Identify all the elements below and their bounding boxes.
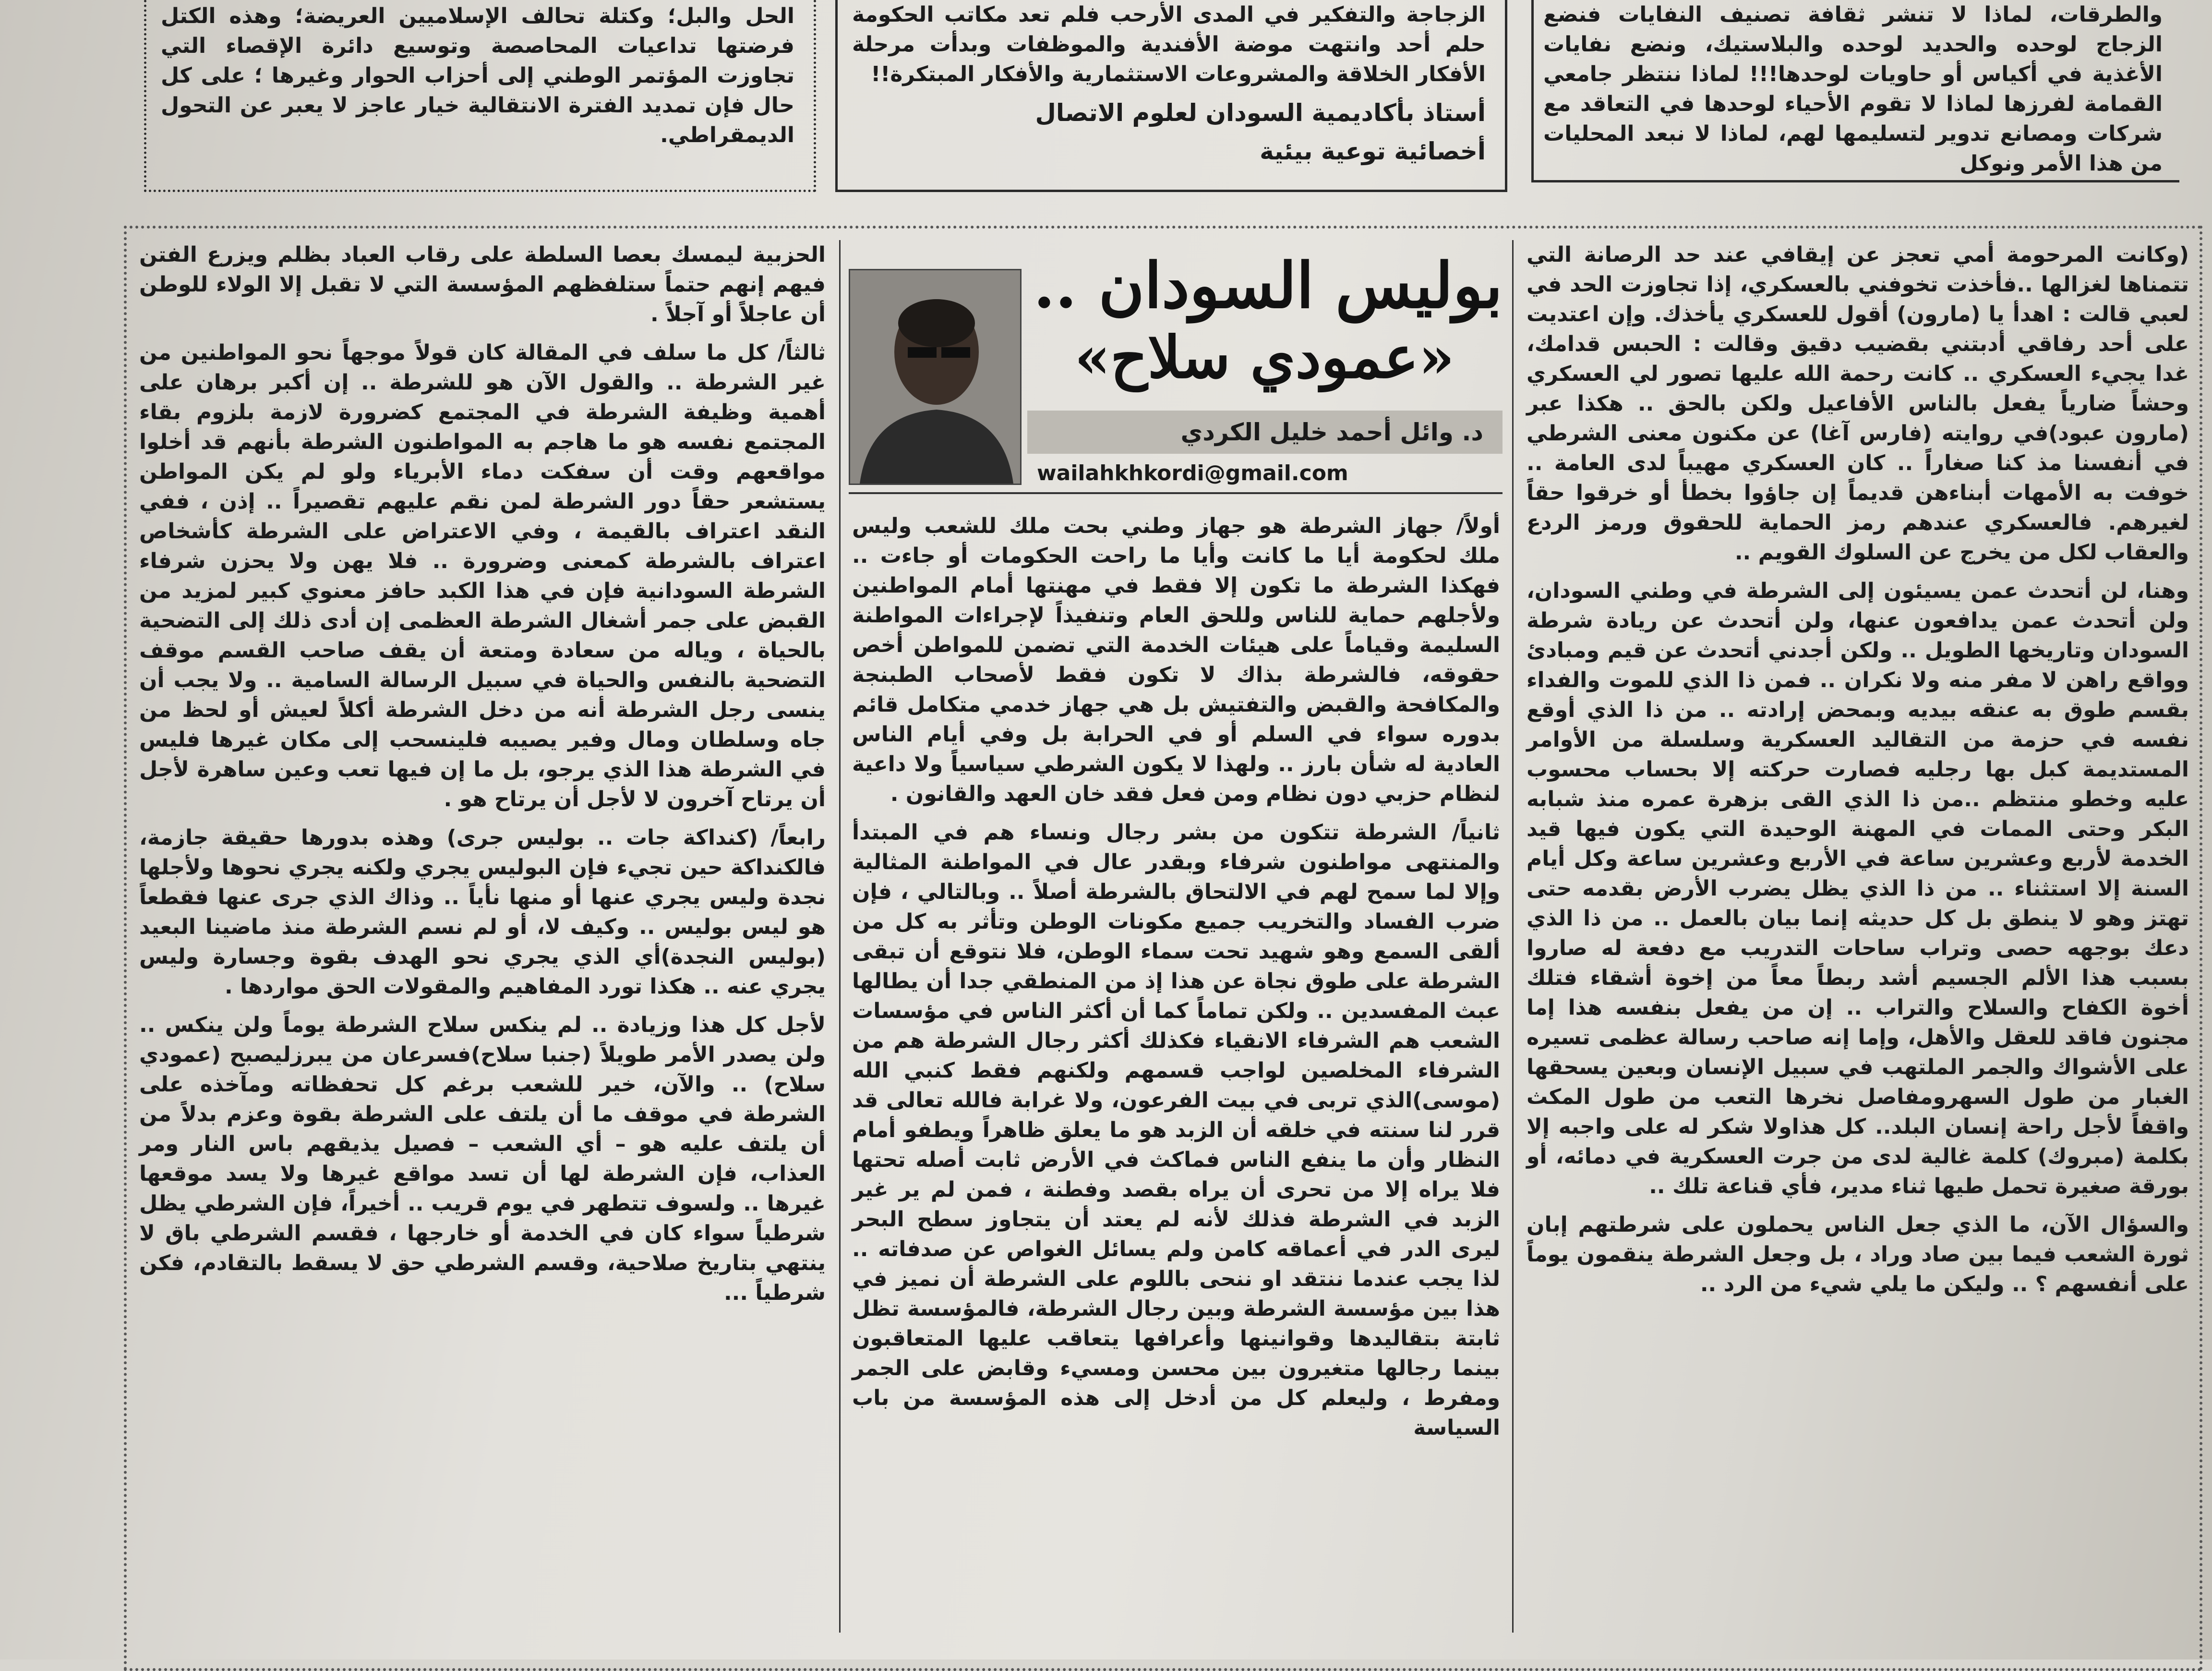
title-underline bbox=[849, 492, 1503, 494]
article-title-line1: بوليس السودان .. bbox=[1033, 249, 1503, 322]
author-photo bbox=[849, 269, 1022, 485]
top-right-paragraph: والطرقات، لماذا لا تنشر ثقافة تصنيف النفايات فنضع الزجاج لوحده والحديد لوحده والبلاستيك، ونضع نفايات الأغذية في أكياس أو حاويات لوحدها!!! لماذا ننتظر جامعي القمامة لفرزها لماذا لا تقوم الأحياء لوحدها في التعاقد مع شركات ومصانع تدوير لتسليمها لهم، لماذا لا نبعد المحليات من هذا الأمر ونوكل bbox=[1543, 2, 2163, 176]
author-email[interactable]: wailahkhkordi@gmail.com bbox=[1037, 461, 1348, 485]
right-paragraph-2: وهنا، لن أتحدث عمن يسيئون إلى الشرطة في وطني السودان، ولن أتحدث عمن يدافعون عنها، ولن أتحدث عن ريادة شرطة السودان وتاريخها الطويل .. ولكن أجدني أتحدث عن قيم ومبادئ وواقع راهن لا مفر منه ولا نكران .. فمن ذا الذي للموت والفداء بقسم طوق به عنقه بيديه وبمحض إرادته .. من ذا الذي أوقع نفسه في حزمة من التقاليد العسكرية وسلسلة من الأوامر المستديمة كبل بها رجليه فصارت حركته إلا بحساب محسوب عليه وخطو منتظم ..من ذا الذي القى بزهرة عمره منذ شبابه البكر وحتى الممات في المهنة الوحيدة التي يكون فيها قيد الخدمة لأربع وعشرين ساعة في الأربع وعشرين ساعة وكل أيام السنة إلا استثناء .. من ذا الذي يظل يضرب الأرض بقدمه حتى تهتز وهو لا ينطق بل كل حديثه إنما بيان بالعمل .. من ذا الذي دعك بوجهه حصى وتراب ساحات التدريب مع دفعة له صاروا بسبب هذا الألم الجسيم أشد ربطاً معاً من إخوة أشقاء فتلك أخوة الكفاح والسلاح والتراب .. إن من يفعل بنفسه هذا إما مجنون فاقد للعقل والأهل، وإما إنه صاحب رسالة عظمى تسيره على الأشواك والجمر الملتهب في سبيل الإنسان وبعين يسحقها الغبار من طول السهرومفاصل نخرها التعب من طول المكث واقفاً لأجل راحة إنسان البلد.. كل هذاولا شكر له على واجبه إلا بكلمة (مبروك) كلمة غالية لدى من جرت العسكرية في دمائه، أو بورقة صغيرة تحمل طيها ثناء مدير، فأي قناعة تلك .. bbox=[1527, 579, 2189, 1199]
left-paragraph-2: ثالثاً/ كل ما سلف في المقالة كان قولاً موجهاً نحو المواطنين من غير الشرطة .. والقول الآن هو للشرطة .. إن أكبر برهان على أهمية وظيفة الشرطة في المجتمع كضرورة لازمة بلزوم بقاء المجتمع نفسه هو ما هاجم به المواطنون الشرطة بأنهم قد أخلوا مواقعهم وقت أن سفكت دماء الأبرياء ولو لم يكن المواطن يستشعر حقاً دور الشرطة لمن نقم عليهم تقصيراً .. إذن ، ففي النقد اعتراف بالقيمة ، وفي الاعتراض على الشرطة كأشخاص اعتراف بالشرطة كمعنى وضرورة .. فلا يهن ولا يحزن شرفاء الشرطة السودانية فإن في هذا الكبد حافز معنوي كبير لمزيد من القبض على جمر أشغال الشرطة العظمى إن أدى ذلك إلى التضحية بالحياة ، وياله من سعادة ومتعة أن يقف صاحب القسم موقف التضحية بالنفس والحياة في سبيل الرسالة السامية .. ولا يجب أن ينسى رجل الشرطة أنه من دخل الشرطة أكلاً لعيش أو لحظ من جاه وسلطان ومال وفير يصيبه فلينسحب إلى مكان غيرها فليس في الشرطة هذا الذي يرجو، بل ما إن فيها تعب وعين ساهرة لأجل أن يرتاح آخرون لا لأجل أن يرتاح هو . bbox=[139, 340, 826, 811]
top-middle-box bbox=[835, 0, 1507, 192]
author-byline: د. وائل أحمد خليل الكردي bbox=[1027, 411, 1503, 454]
top-middle-signature-2: أخصائية توعية بيئية bbox=[1260, 137, 1486, 165]
article-column-left bbox=[139, 240, 826, 1317]
left-paragraph-1: الحزبية ليمسك بعصا السلطة على رقاب العباد بظلم ويزرع الفتن فيهم إنهم حتماً ستلفظهم المؤسسة التي لا تقبل إلا الولاء للوطن أن عاجلاً أو آجلاً . bbox=[139, 242, 826, 327]
top-right-box bbox=[1531, 0, 2179, 182]
top-right-text bbox=[1543, 0, 2163, 187]
top-left-paragraph: الحل والبل؛ وكتلة تحالف الإسلاميين العريضة؛ وهذه الكتل فرضتها تداعيات المحاصصة وتوسيع دائرة الإقصاء التي تجاوزت المؤتمر الوطني إلى أحزاب الحوار وغيرها ؛ على كل حال فإن تمديد الفترة الانتقالية خيار عاجز لا يعبر عن التحول الديمقراطي. bbox=[161, 4, 794, 147]
middle-paragraph-2: ثانياً/ الشرطة تتكون من بشر رجال ونساء هم في المبتدأ والمنتهى مواطنون شرفاء وبقدر عال في المواطنة المثالية وإلا لما سمح لهم في الالتحاق بالشرطة أصلاً .. وبالتالي ، فإن ضرب الفساد والتخريب جميع مكونات الوطن وتأثر به كل من ألقى السمع وهو شهيد تحت سماء الوطن، فلا نتوقع أن تبقى الشرطة على طوق نجاة عن هذا إذ من المنطقي جدا أن يطالها عبث المفسدين .. ولكن تماماً كما أن أكثر الناس في مؤسسات الشعب هم الشرفاء الانقياء فكذلك أكثر رجال الشرطة هم من الشرفاء المخلصين لواجب قسمهم ولكنهم فقط كنبي الله (موسى)الذي تربى في بيت الفرعون، ولا غرابة فالله تعالى قد قرر لنا سنته في خلقه أن الزبد هو ما يعلق ظاهراً ويطفو أمام النظار وأن ما ينفع الناس فماكث في الأرض ثابت أصله تحتها فلا يراه إلا من تحرى أن يراه بقصد وفطنة ، فمن لم ير غير الزبد في الشرطة فذلك لأنه لم يعتد أن يتجاوز سطح البحر ليرى الدر في أعماقه كامن ولم يسائل الغواص عن صدفاته .. لذا يجب عندما ننتقد او ننحى باللوم على الشرطة أن نميز في هذا بين مؤسسة الشرطة وبين رجال الشرطة، فالمؤسسة تظل ثابتة بتقاليدها وقوانينها وأعرافها يتعاقب عليها المتعاقبون بينما رجالها متغيرون بين محسن ومسيء وقابض على الجمر ومفرط ، وليعلم كل من أدخل إلى هذه المؤسسة من باب السياسة bbox=[852, 820, 1500, 1440]
top-left-box bbox=[144, 0, 816, 192]
right-paragraph-1: (وكانت المرحومة أمي تعجز عن إيقافي عند حد الرصانة التي تتمناها لغزالها ..فأخذت تخوفني بالعسكري، إذا تجاوزت الحد في لعبي قالت : اهدأ يا (مارون) أقول للعسكري يأخذك. وإن اعتديت على أحد رفاقي أدبتني بقضيب دقيق وقالت : الحبس قدامك، غدا يجيء العسكري .. كانت رحمة الله عليها تصور لي العسكري وحشاً ضارياً يفعل بالناس الأفاعيل ولكن بالحق .. هكذا عبر (مارون عبود)في روايته (فارس آغا) عن مكنون معنى الشرطي في أنفسنا مذ كنا صغاراً .. كان العسكري مهيباً لدى العامة .. خوفت به الأمهات أبناءهن قديماً إن جاؤوا بخطأ أو خرقوا حقاً لغيرهم. فالعسكري عندهم رمز الحماية للحقوق ورمز الردع والعقاب لكل من يخرج عن السلوك القويم .. bbox=[1527, 242, 2189, 565]
left-paragraph-4: لأجل كل هذا وزيادة .. لم ينكس سلاح الشرطة يوماً ولن ينكس .. ولن يصدر الأمر طويلاً (جنبا سلاح)فسرعان من يبرزليصبح (عمودي سلاح) .. والآن، خير للشعب برغم كل تحفظاته ومآخذه على الشرطة في موقف ما أن يلتف على الشرطة بقوة وعزم بدلاً من أن يلتف عليه هو – أي الشعب – فصيل يذيقهم باس النار ومر العذاب، فإن الشرطة لها أن تسد مواقع غيرها ولا يسد موقعها غيرها .. ولسوف تتطهر في يوم قريب .. أخيراً، فإن الشرطي يظل شرطياً سواء كان في الخدمة أو خارجها ، فقسم الشرطي باق لا ينتهي بتاريخ صلاحية، وقسم الشرطي حق لا يسقط بالتقادم، فكن شرطياً ... bbox=[139, 1013, 826, 1305]
top-middle-text bbox=[852, 0, 1486, 175]
middle-paragraph-1: أولاً/ جهاز الشرطة هو جهاز وطني بحت ملك للشعب وليس ملك لحكومة أيا ما كانت وأيا ما راحت الحكومات أو جاءت .. فهكذا الشرطة ما تكون إلا فقط في مهنتها أمام المواطنين ولأجلهم حماية للناس وللحق العام وتنفيذاً لإجراءات المواطنة السليمة وقياماً على هيئات الخدمة التي تضمن للمواطن أخص حقوقه، فالشرطة بذاك لا تكون فقط لأصحاب الطبنجة والمكافحة والقبض والتفتيش بل هي جهاز خدمي متكامل قائم بدوره سواء في السلم أو في الحرابة بل وفي أيام الناس العادية له شأن بارز .. ولهذا لا يكون الشرطي سياسياً ولا داعية لنظام حزبي دون نظام ومن فعل فقد خان العهد والقانون . bbox=[852, 514, 1500, 806]
author-portrait-icon bbox=[850, 270, 1020, 484]
left-paragraph-3: رابعاً/ (كنداكة جات .. بوليس جرى) وهذه بدورها حقيقة جازمة، فالكنداكة حين تجيء فإن البوليس يجري ولكنه يجري نحوها ولأجلها نجدة وليس يجري عنها أو منها نأياً .. وذاك الذي جرى عنها فقطعاً هو ليس بوليس .. وكيف لا، أو لم نسم الشرطة منذ ماضينا البعيد (بوليس النجدة)أي الذي يجري نحو الهدف بقوة وجسارة وليس يجري عنه .. هكذا تورد المفاهيم والمقولات الحق مواردها . bbox=[139, 825, 826, 999]
top-middle-paragraph: الزجاجة والتفكير في المدى الأرحب فلم تعد مكاتب الحكومة حلم أحد وانتهت موضة الأفندية والموظفات وبدأت مرحلة الأفكار الخلاقة والمشروعات الاستثمارية والأفكار المبتكرة!! bbox=[852, 2, 1486, 86]
top-left-text bbox=[161, 1, 794, 159]
right-paragraph-3: والسؤال الآن، ما الذي جعل الناس يحملون على شرطتهم إبان ثورة الشعب فيما بين صاد وراد ، بل وجعل الشرطة ينقمون يوماً على أنفسهم ؟ .. وليكن ما يلي شيء من الرد .. bbox=[1527, 1212, 2189, 1296]
top-middle-signature-1: أستاذ بأكاديمية السودان لعلوم الاتصال bbox=[1035, 99, 1486, 127]
article-title-line2: «عمودي سلاح» bbox=[1074, 324, 1455, 391]
article-column-middle bbox=[852, 511, 1500, 1452]
column-divider-left bbox=[839, 240, 841, 1633]
article-column-right bbox=[1527, 240, 2189, 1308]
column-divider-right bbox=[1512, 240, 1514, 1633]
